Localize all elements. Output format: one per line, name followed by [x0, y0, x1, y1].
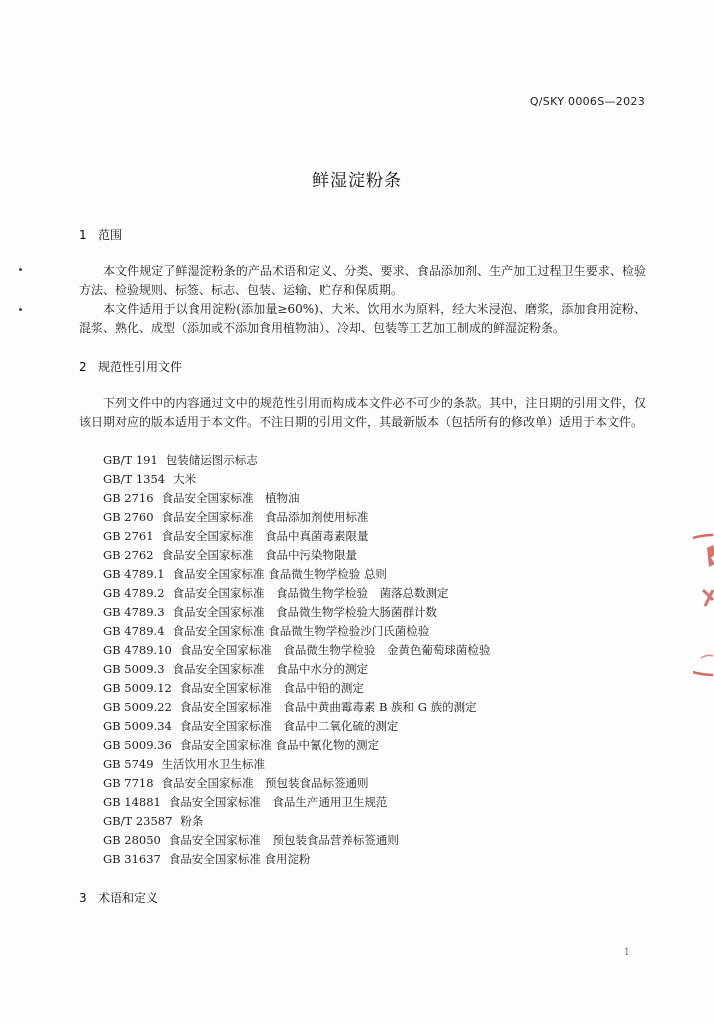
reference-code: GB 5009.34	[103, 719, 172, 733]
reference-code: GB 5009.22	[103, 700, 172, 714]
scan-dot	[19, 308, 22, 311]
reference-title: 食品安全国家标准 食品微生物学检验大肠菌群计数	[172, 605, 438, 619]
reference-item	[103, 527, 490, 546]
reference-code: GB 14881	[103, 795, 161, 809]
reference-item	[103, 584, 490, 603]
reference-item	[103, 451, 490, 470]
reference-code: GB 4789.10	[103, 643, 172, 657]
reference-code: GB 5749	[103, 757, 154, 771]
reference-item	[103, 755, 490, 774]
reference-code: GB/T 23587	[103, 814, 173, 828]
reference-title: 食品安全国家标准 食品中污染物限量	[161, 548, 358, 562]
scan-dot	[19, 268, 22, 271]
reference-title: 食品安全国家标准 预包装食品标签通则	[161, 776, 369, 790]
reference-code: GB 4789.2	[103, 586, 165, 600]
reference-title: 食品安全国家标准 食品微生物学检验 总则	[172, 567, 387, 581]
reference-title: 食品安全国家标准 食品生产通用卫生规范	[168, 795, 388, 809]
section-heading-scope	[79, 226, 122, 243]
reference-item	[103, 850, 490, 869]
reference-item	[103, 774, 490, 793]
reference-item	[103, 508, 490, 527]
reference-item	[103, 831, 490, 850]
reference-title: 食品安全国家标准 食品微生物学检验沙门氏菌检验	[172, 624, 430, 638]
scope-paragraph-2: 本文件适用于以食用淀粉(添加量≥60%)、大米、饮用水为原料，经大米浸泡、磨浆，添加食用淀粉、混浆、熟化、成型（添加或不添加食用植物油）、冷却、包装等工艺加工制成的鲜湿淀粉条。	[79, 302, 646, 335]
reference-item	[103, 660, 490, 679]
reference-code: GB 4789.1	[103, 567, 165, 581]
reference-item	[103, 470, 490, 489]
reference-item	[103, 698, 490, 717]
reference-title: 食品安全国家标准 食用淀粉	[168, 852, 311, 866]
document-title: 鲜湿淀粉条	[312, 171, 402, 191]
reference-code: GB 7718	[103, 776, 154, 790]
stamp-seal-fragment	[693, 530, 714, 680]
reference-title: 食品安全国家标准 食品微生物学检验 菌落总数测定	[172, 586, 449, 600]
section-title: 规范性引用文件	[98, 360, 183, 374]
reference-title: 食品安全国家标准 食品添加剂使用标准	[161, 510, 369, 524]
reference-item	[103, 565, 490, 584]
section-number: 3	[79, 891, 87, 905]
reference-title: 食品安全国家标准 食品中二氧化硫的测定	[179, 719, 399, 733]
reference-title: 食品安全国家标准 食品中真菌毒素限量	[161, 529, 369, 543]
reference-title: 食品安全国家标准 食品中氰化物的测定	[179, 738, 380, 752]
reference-code: GB 5009.36	[103, 738, 172, 752]
reference-title: 包装储运图示标志	[165, 453, 258, 467]
reference-item	[103, 546, 490, 565]
scope-paragraph-1: 本文件规定了鲜湿淀粉条的产品术语和定义、分类、要求、食品添加剂、生产加工过程卫生要求、检验方法、检验规则、标签、标志、包装、运输、贮存和保质期。	[79, 264, 646, 297]
reference-code: GB 5009.12	[103, 681, 172, 695]
reference-title: 食品安全国家标准 食品中水分的测定	[172, 662, 369, 676]
reference-code: GB 28050	[103, 833, 161, 847]
section-heading-normative	[79, 358, 182, 375]
reference-item	[103, 736, 490, 755]
reference-item	[103, 489, 490, 508]
reference-title: 食品安全国家标准 预包装食品营养标签通则	[168, 833, 399, 847]
reference-title: 粉条	[180, 814, 204, 828]
reference-title: 生活饮用水卫生标准	[161, 757, 266, 771]
page-number: 1	[623, 947, 630, 958]
reference-code: GB 2761	[103, 529, 154, 543]
reference-title: 食品安全国家标准 食品中铅的测定	[179, 681, 364, 695]
section-title: 术语和定义	[98, 891, 159, 905]
reference-list	[103, 451, 490, 869]
reference-code: GB/T 1354	[103, 472, 166, 486]
reference-item	[103, 679, 490, 698]
reference-item	[103, 793, 490, 812]
reference-title: 大米	[173, 472, 197, 486]
reference-item	[103, 641, 490, 660]
reference-code: GB 2716	[103, 491, 154, 505]
reference-title: 食品安全国家标准 食品中黄曲霉毒素 B 族和 G 族的测定	[179, 700, 477, 714]
reference-code: GB/T 191	[103, 453, 158, 467]
section-title: 范围	[98, 228, 123, 242]
section-number: 1	[79, 228, 87, 242]
reference-title: 食品安全国家标准 食品微生物学检验 金黄色葡萄球菌检验	[179, 643, 491, 657]
reference-code: GB 31637	[103, 852, 161, 866]
section-heading-terms	[79, 889, 158, 906]
reference-title: 食品安全国家标准 植物油	[161, 491, 300, 505]
reference-item	[103, 622, 490, 641]
reference-item	[103, 717, 490, 736]
reference-code: GB 4789.3	[103, 605, 165, 619]
reference-item	[103, 812, 490, 831]
reference-code: GB 2760	[103, 510, 154, 524]
reference-code: GB 5009.3	[103, 662, 165, 676]
document-code: Q/SKY 0006S—2023	[529, 95, 645, 108]
reference-item	[103, 603, 490, 622]
reference-code: GB 2762	[103, 548, 154, 562]
normative-intro: 下列文件中的内容通过文中的规范性引用而构成本文件必不可少的条款。其中，注日期的引用文件，仅该日期对应的版本适用于本文件。不注日期的引用文件，其最新版本（包括所有的修改单）适用于本文件。	[79, 396, 646, 429]
reference-code: GB 4789.4	[103, 624, 165, 638]
section-number: 2	[79, 360, 87, 374]
